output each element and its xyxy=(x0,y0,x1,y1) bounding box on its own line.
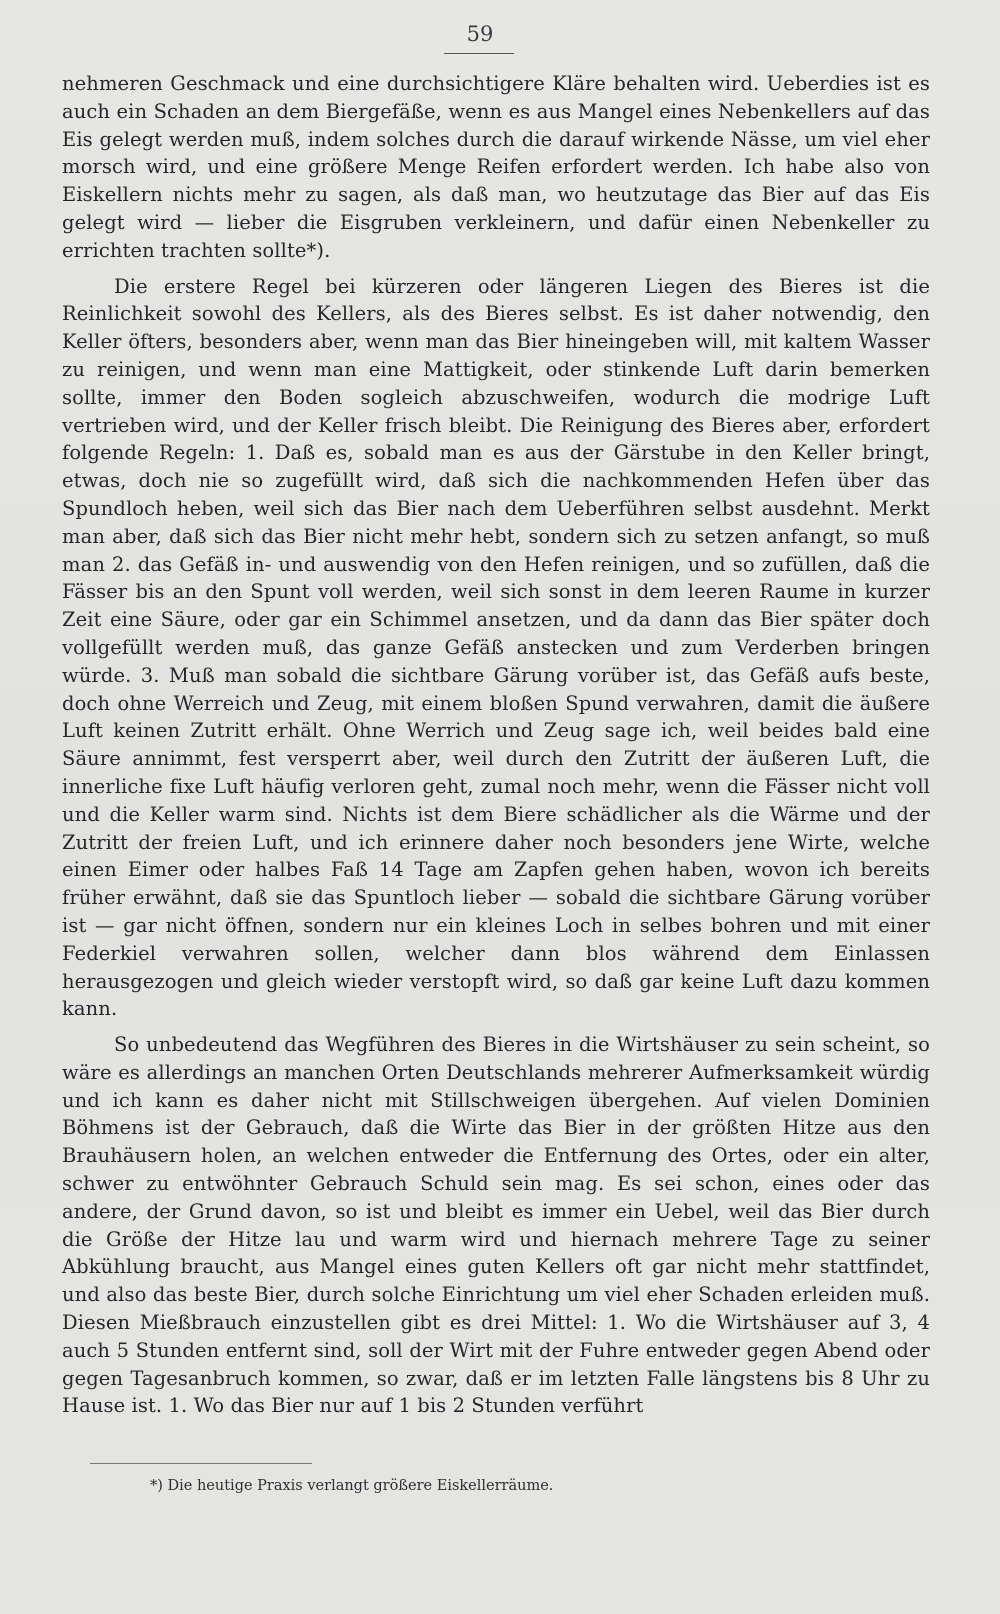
paragraph-3: So unbedeutend das Wegführen des Bieres in die Wirtshäuser zu sein scheint, so wäre es allerdings an manchen Orten Deutschlands mehrerer Aufmerksamkeit würdig und ich kann es daher nicht mit Stillschweigen übergehen. Auf vielen Dominien Böhmens ist der Gebrauch, daß die Wirte das Bier in der größten Hitze aus den Brauhäusern holen, an welchen entweder die Entfernung des Ortes, oder ein alter, schwer zu entwöhnter Gebrauch Schuld sein mag. Es sei schon, eines oder das andere, der Grund davon, so ist und bleibt es immer ein Uebel, weil das Bier durch die Größe der Hitze lau und warm wird und hiernach mehrere Tage zu seiner Abkühlung braucht, aus Mangel eines guten Kellers oft gar nicht mehr stattfindet, und also das beste Bier, durch solche Einrichtung um viel eher Schaden erleiden muß. Diesen Mießbrauch einzustellen gibt es drei Mittel: 1. Wo die Wirtshäuser auf 3, 4 auch 5 Stunden entfernt sind, soll der Wirt mit der Fuhre entweder gegen Abend oder gegen Tagesanbruch kommen, so zwar, daß er im letzten Falle längstens bis 8 Uhr zu Hause ist. 1. Wo das Bier nur auf 1 bis 2 Stunden verführt xyxy=(62,1033,930,1418)
paragraph-1: nehmeren Geschmack und eine durchsichtigere Kläre behalten wird. Ueberdies ist es auch ein Schaden an dem Biergefäße, wenn es aus Mangel eines Nebenkellers auf das Eis gelegt werden muß, indem solches durch die darauf wirkende Nässe, um viel eher morsch wird, und eine größere Menge Reifen erfordert werden. Ich habe also von Eiskellern nichts mehr zu sagen, als daß man, wo heutzutage das Bier auf das Eis gelegt wird — lieber die Eisgruben verkleinern, und dafür einen Nebenkeller zu errichten trachten sollte*). xyxy=(62,72,930,262)
page-number: 59 xyxy=(466,22,494,46)
body-text xyxy=(62,70,930,1420)
page-number-rule xyxy=(444,53,514,54)
footnote: *) Die heutige Praxis verlangt größere Eiskellerräume. xyxy=(150,1478,554,1494)
footnote-rule xyxy=(90,1463,312,1464)
paragraph-2: Die erstere Regel bei kürzeren oder längeren Liegen des Bieres ist die Reinlichkeit sowohl des Kellers, als des Bieres selbst. Es ist daher notwendig, den Keller öfters, besonders aber, wenn man das Bier hineingeben will, mit kaltem Wasser zu reinigen, und wenn man eine Mattigkeit, oder stinkende Luft darin bemerken sollte, immer den Boden sogleich abzuschweifen, wodurch die modrige Luft vertrieben wird, und der Keller frisch bleibt. Die Reinigung des Bieres aber, erfordert folgende Regeln: 1. Daß es, sobald man es aus der Gärstube in den Keller bringt, etwas, doch nie so zugefüllt wird, daß sich die nachkommenden Hefen über das Spundloch heben, weil sich das Bier nach dem Ueberführen selbst ausdehnt. Merkt man aber, daß sich das Bier nicht mehr hebt, sondern sich zu setzen anfangt, so muß man 2. das Gefäß in- und auswendig von den Hefen reinigen, und so zufüllen, daß die Fässer bis an den Spunt voll werden, weil sich sonst in dem leeren Raume in kurzer Zeit eine Säure, oder gar ein Schimmel ansetzen, und da dann das Bier später doch vollgefüllt werden muß, das ganze Gefäß anstecken und zum Verderben bringen würde. 3. Muß man sobald die sichtbare Gärung vorüber ist, das Gefäß aufs beste, doch ohne Werreich und Zeug, mit einem bloßen Spund verwahren, damit die äußere Luft keinen Zutritt erhält. Ohne Werrich und Zeug sage ich, weil beides bald eine Säure annimmt, fest versperrt aber, weil durch den Zutritt der äußeren Luft, die innerliche fixe Luft häufig verloren geht, zumal noch mehr, wenn die Fässer nicht voll und die Keller warm sind. Nichts ist dem Biere schädlicher als die Wärme und der Zutritt der freien Luft, und ich erinnere daher noch besonders jene Wirte, welche einen Eimer oder halbes Faß 14 Tage am Zapfen gehen haben, wovon ich bereits früher erwähnt, daß sie das Spuntloch lieber — sobald die sichtbare Gärung vorüber ist — gar nicht öffnen, sondern nur ein kleines Loch in selbes bohren und mit einer Federkiel verwahren sollen, welcher dann blos während dem Einlassen herausgezogen und gleich wieder verstopft wird, so daß gar keine Luft dazu kommen kann. xyxy=(62,274,930,1021)
